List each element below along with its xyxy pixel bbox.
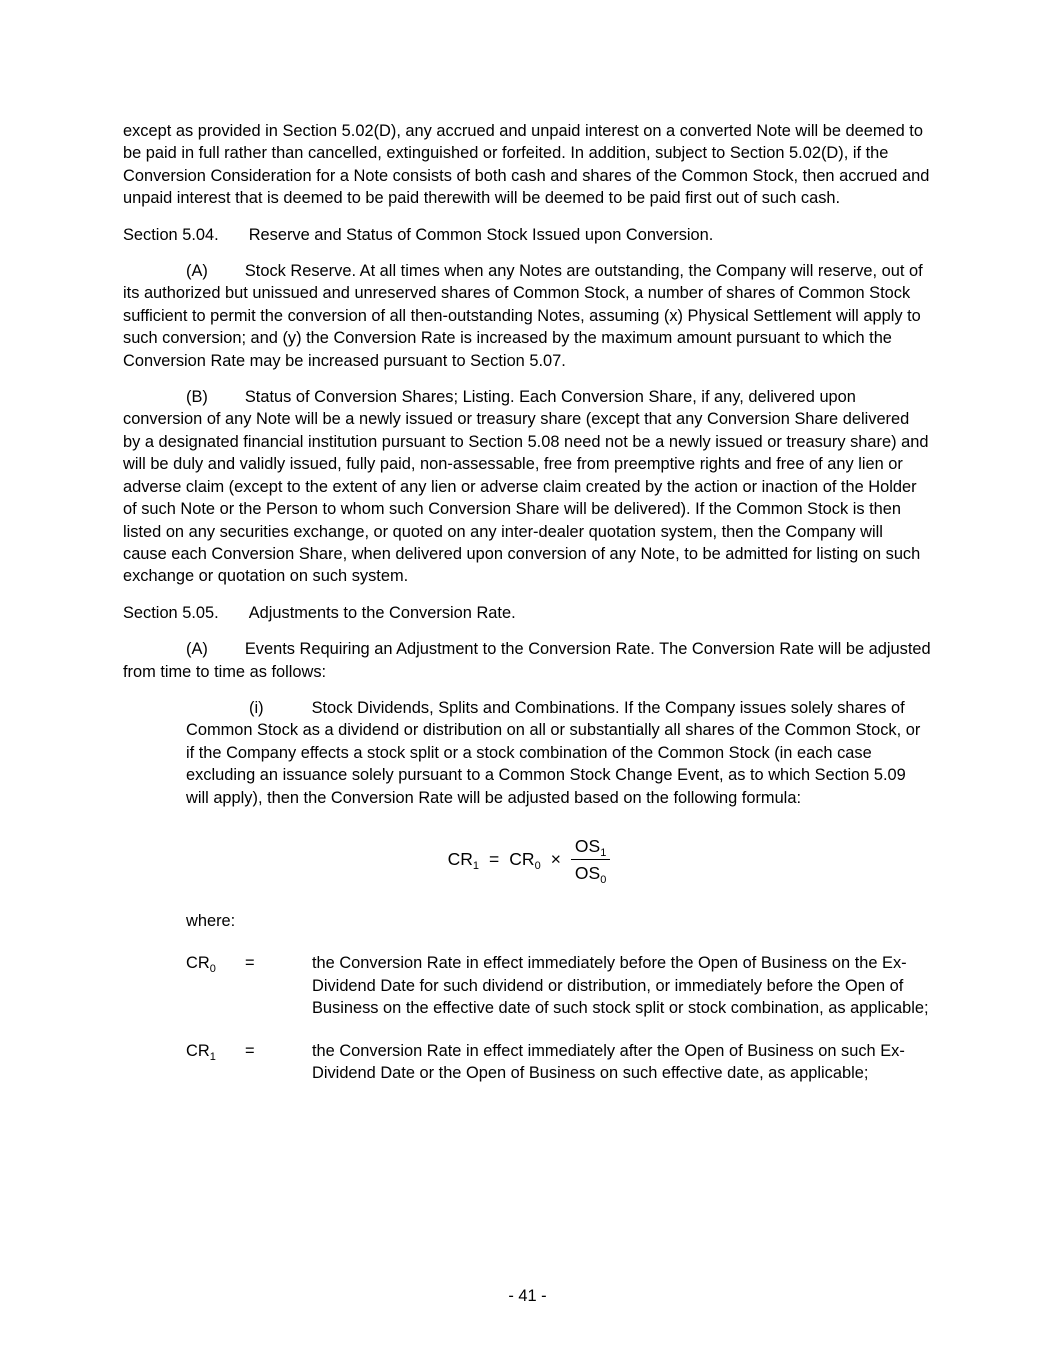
formula-denominator-base: OS (574, 862, 601, 883)
tab-spacer (208, 653, 245, 654)
definition-CR1-term-base: CR (186, 1041, 210, 1060)
tab-spacer (208, 401, 245, 402)
clause-5-05-A-i-block (186, 697, 931, 809)
definition-CR1-term-subscript: 1 (209, 1050, 216, 1063)
clause-5-04-A-text: Stock Reserve. At all times when any Notes are outstanding, the Company will reserve, out of its authorized but unissued and unreserved shares of Common Stock, a number of shares of Common Stock sufficient to permit the conversion of all then-outstanding Notes, assuming (x) Physical Settlement will apply to such conversion; and (y) the Conversion Rate is increased by the maximum amount pursuant to which the Conversion Rate may be increased pursuant to Section 5.07. (123, 262, 923, 370)
clause-5-04-A (123, 260, 931, 372)
tab-spacer (219, 239, 249, 240)
clause-5-04-A-label: (A) (186, 262, 208, 281)
clause-5-05-A-text: Events Requiring an Adjustment to the Conversion Rate. The Conversion Rate will be adjusted from time to time as follows: (123, 640, 931, 681)
definition-CR0-text: the Conversion Rate in effect immediately before the Open of Business on the Ex-Dividend Date for such dividend or distribution, or immediately before the Open of Business on the effective date of such stock split or stock combination, as applicable; (312, 954, 929, 1018)
page-content (123, 120, 931, 1104)
section-5-05-number: Section 5.05. (123, 603, 219, 622)
definition-CR0-equals: = (245, 954, 255, 973)
formula-lhs-subscript: 1 (472, 860, 480, 873)
tab-spacer (264, 712, 312, 713)
section-5-04-number: Section 5.04. (123, 225, 219, 244)
definition-CR0 (186, 952, 931, 1019)
conversion-rate-formula (123, 835, 931, 884)
formula-mid-term (509, 848, 541, 873)
definition-CR1-term (186, 1040, 245, 1085)
clause-5-05-A-i-label: (i) (249, 698, 264, 717)
formula-multiplication-sign: × (550, 849, 561, 870)
definition-CR1-equals: = (245, 1041, 255, 1060)
formula-numerator (571, 835, 610, 860)
formula-lhs-term (447, 848, 480, 873)
clause-5-05-A-label: (A) (186, 640, 208, 659)
clause-5-04-B (123, 386, 931, 588)
tab-spacer (208, 275, 245, 276)
clause-5-05-A-i (186, 697, 931, 809)
section-5-05-heading (123, 602, 931, 624)
definition-CR1 (186, 1040, 931, 1085)
formula-mid-base: CR (509, 849, 535, 870)
page-number: - 41 - (508, 1286, 547, 1305)
formula-lhs-base: CR (447, 849, 473, 870)
formula-numerator-base: OS (574, 835, 601, 856)
clause-5-04-B-text: Status of Conversion Shares; Listing. Each Conversion Share, if any, delivered upon conversion of any Note will be a newly issued or treasury share (except that any Conversion Share delivered by a designated financial institution pursuant to Section 5.08 need not be a newly issued or treasury share) and will be duly and validly issued, fully paid, non-assessable, free from preemptive rights and free of any lien or adverse claim (except to the extent of any lien or adverse claim created by the action or inaction of the Holder of such Note or the Person to whom such Conversion Share will be delivered). If the Common Stock is then listed on any securities exchange, or quoted on any inter-dealer quotation system, then the Company will cause each Conversion Share, when delivered upon conversion of any Note, to be admitted for listing on such exchange or quotation on such system. (123, 388, 929, 586)
definition-CR1-text: the Conversion Rate in effect immediately after the Open of Business on such Ex-Dividend Date or the Open of Business on such effective date, as applicable; (312, 1041, 905, 1082)
section-5-05-title: Adjustments to the Conversion Rate. (248, 603, 516, 622)
formula-denominator (571, 860, 610, 884)
formula-numerator-subscript: 1 (600, 846, 607, 859)
formula-fraction (571, 835, 610, 884)
definition-CR0-term-base: CR (186, 954, 210, 973)
definition-CR0-term (186, 952, 245, 1019)
section-5-04-heading (123, 224, 931, 246)
formula-denominator-subscript: 0 (600, 873, 607, 886)
intro-paragraph: except as provided in Section 5.02(D), any accrued and unpaid interest on a converted Note will be deemed to be paid in full rather than cancelled, extinguished or forfeited. In addition, subject to Section 5.02(D), if the Conversion Consideration for a Note consists of both cash and shares of the Common Stock, then accrued and unpaid interest that is deemed to be paid therewith will be deemed to be paid first out of such cash. (123, 122, 930, 208)
section-5-04-title: Reserve and Status of Common Stock Issued upon Conversion. (248, 225, 714, 244)
definition-CR0-term-subscript: 0 (209, 963, 216, 976)
clause-5-04-B-label: (B) (186, 388, 208, 407)
clause-5-05-A (123, 638, 931, 683)
clause-5-05-A-i-text: Stock Dividends, Splits and Combinations. If the Company issues solely shares of Common Stock as a dividend or distribution on all or substantially all shares of the Common Stock, or if the Company effects a stock split or a stock combination of the Common Stock (in each case excluding an issuance solely pursuant to a Common Stock Change Event, as to which Section 5.09 will apply), then the Conversion Rate will be adjusted based on the following formula: (186, 698, 921, 807)
formula-equals-sign: = (489, 849, 500, 870)
where-label: where: (186, 911, 236, 930)
formula-mid-subscript: 0 (534, 860, 541, 873)
tab-spacer (219, 617, 249, 618)
